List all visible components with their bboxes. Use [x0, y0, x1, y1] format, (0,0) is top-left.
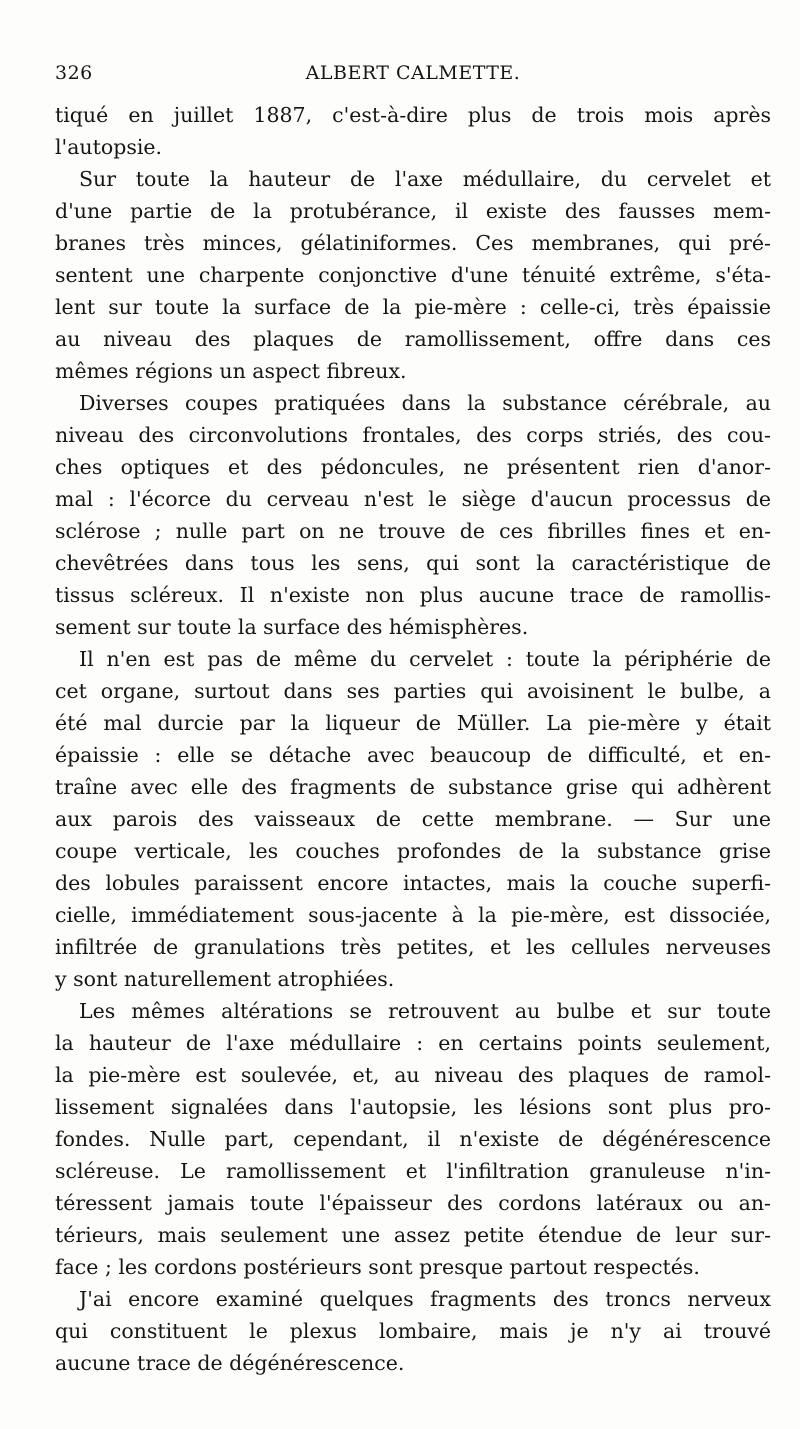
- text-line: mêmes régions un aspect fibreux.: [55, 359, 407, 383]
- text-line: au niveau des plaques de ramollissement, offre dans ces: [55, 327, 771, 351]
- text-line: branes très minces, gélatiniformes. Ces membranes, qui pré-: [55, 231, 771, 255]
- text-line: lissement signalées dans l'autopsie, les lésions sont plus pro-: [55, 1095, 771, 1119]
- paragraph: [55, 387, 771, 643]
- running-head: [55, 62, 771, 92]
- text-line: Sur toute la hauteur de l'axe médullaire, du cervelet et: [79, 167, 771, 191]
- text-line: y sont naturellement atrophiées.: [55, 967, 395, 991]
- text-line: tissus scléreux. Il n'existe non plus aucune trace de ramollis-: [55, 583, 771, 607]
- text-line: Il n'en est pas de même du cervelet : toute la périphérie de: [79, 647, 771, 671]
- text-line: des lobules paraissent encore intactes, mais la couche superfi-: [55, 871, 771, 895]
- paragraph: [55, 1283, 771, 1379]
- text-line: cet organe, surtout dans ses parties qui avoisinent le bulbe, a: [55, 679, 771, 703]
- text-line: infiltrée de granulations très petites, et les cellules nerveuses: [55, 935, 771, 959]
- text-line: cielle, immédiatement sous-jacente à la pie-mère, est dissociée,: [55, 903, 771, 927]
- text-line: chevêtrées dans tous les sens, qui sont la caractéristique de: [55, 551, 771, 575]
- text-line: la pie-mère est soulevée, et, au niveau des plaques de ramol-: [55, 1063, 771, 1087]
- text-line: sclérose ; nulle part on ne trouve de ces fibrilles fines et en-: [55, 519, 771, 543]
- text-line: épaissie : elle se détache avec beaucoup de difficulté, et en-: [55, 743, 771, 767]
- text-line: fondes. Nulle part, cependant, il n'existe de dégénérescence: [55, 1127, 771, 1151]
- paragraph: [55, 99, 771, 163]
- text-line: térieurs, mais seulement une assez petite étendue de leur sur-: [55, 1223, 771, 1247]
- text-line: face ; les cordons postérieurs sont presque partout respectés.: [55, 1255, 700, 1279]
- page-number: 326: [55, 62, 93, 84]
- text-line: aux parois des vaisseaux de cette membrane. — Sur une: [55, 807, 771, 831]
- text-line: niveau des circonvolutions frontales, des corps striés, des cou-: [55, 423, 771, 447]
- text-line: mal : l'écorce du cerveau n'est le siège d'aucun processus de: [55, 487, 771, 511]
- text-line: lent sur toute la surface de la pie-mère : celle-ci, très épaissie: [55, 295, 771, 319]
- body-text: [55, 99, 771, 1379]
- text-line: été mal durcie par la liqueur de Müller. La pie-mère y était: [55, 711, 771, 735]
- text-line: d'une partie de la protubérance, il existe des fausses mem-: [55, 199, 771, 223]
- paragraph: [55, 163, 771, 387]
- text-line: sement sur toute la surface des hémisphères.: [55, 615, 529, 639]
- text-line: sentent une charpente conjonctive d'une ténuité extrême, s'éta-: [55, 263, 771, 287]
- text-line: traîne avec elle des fragments de substance grise qui adhèrent: [55, 775, 771, 799]
- text-line: l'autopsie.: [55, 135, 163, 159]
- text-line: aucune trace de dégénérescence.: [55, 1351, 405, 1375]
- text-line: tiqué en juillet 1887, c'est-à-dire plus de trois mois après: [55, 103, 771, 127]
- text-line: Les mêmes altérations se retrouvent au bulbe et sur toute: [79, 999, 771, 1023]
- text-line: scléreuse. Le ramollissement et l'infiltration granuleuse n'in-: [55, 1159, 771, 1183]
- text-line: ches optiques et des pédoncules, ne présentent rien d'anor-: [55, 455, 771, 479]
- text-line: J'ai encore examiné quelques fragments des troncs nerveux: [79, 1287, 771, 1311]
- text-line: coupe verticale, les couches profondes de la substance grise: [55, 839, 771, 863]
- paragraph: [55, 995, 771, 1283]
- paragraph: [55, 643, 771, 995]
- text-line: la hauteur de l'axe médullaire : en certains points seulement,: [55, 1031, 771, 1055]
- text-line: qui constituent le plexus lombaire, mais je n'y ai trouvé: [55, 1319, 771, 1343]
- running-title: ALBERT CALMETTE.: [305, 62, 521, 84]
- text-line: téressent jamais toute l'épaisseur des cordons latéraux ou an-: [55, 1191, 771, 1215]
- text-line: Diverses coupes pratiquées dans la substance cérébrale, au: [79, 391, 771, 415]
